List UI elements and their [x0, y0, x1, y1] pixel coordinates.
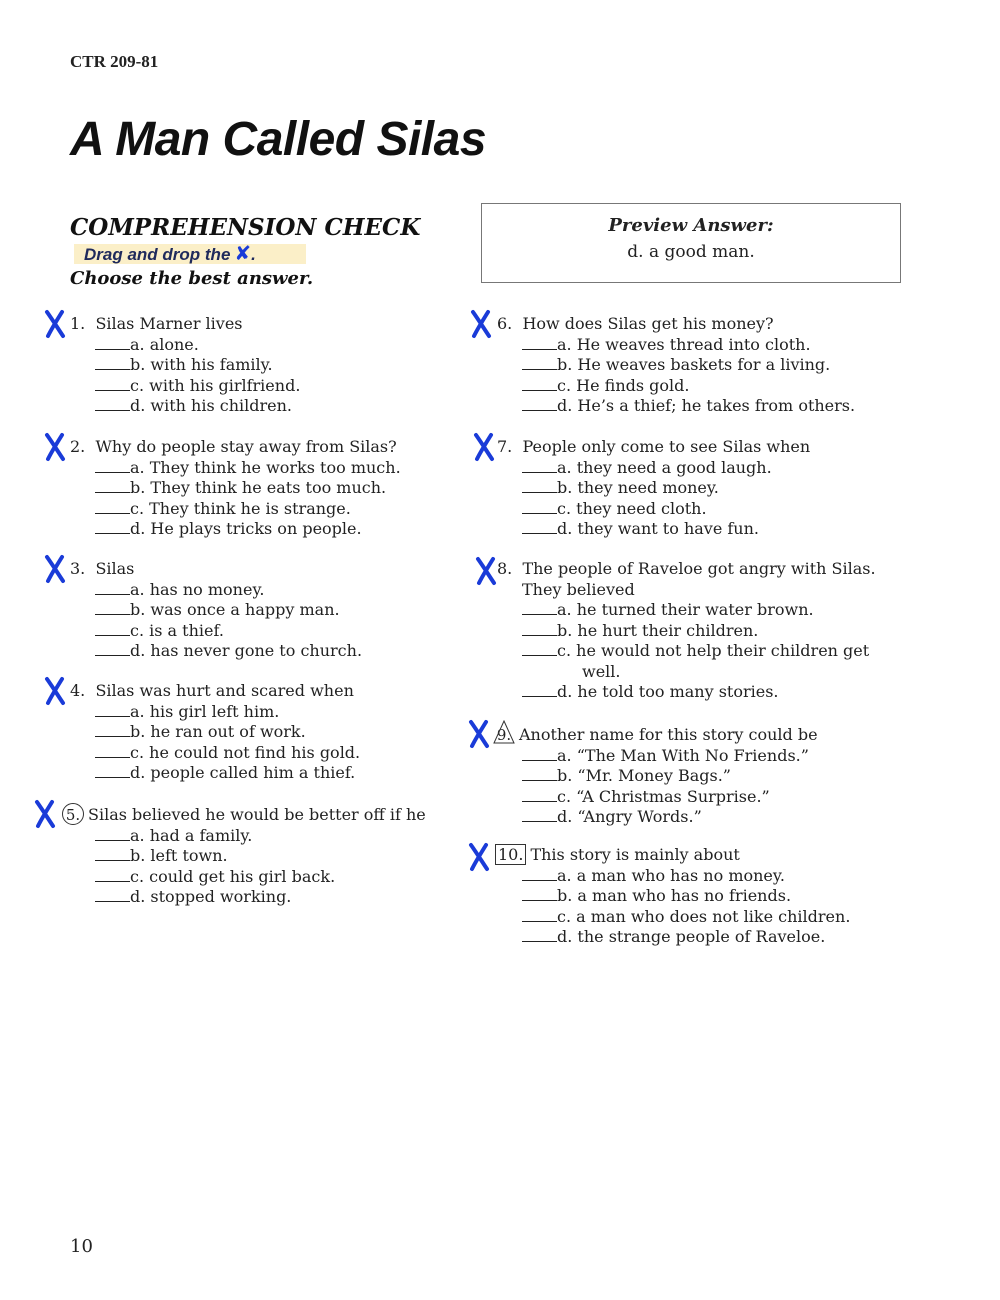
option-c[interactable]: c. is a thief.: [95, 621, 362, 642]
question-number: 7.: [497, 437, 513, 456]
option-a[interactable]: a. a man who has no money.: [522, 866, 850, 887]
question-stem: Another name for this story could be: [519, 725, 818, 744]
option-b[interactable]: b. he hurt their children.: [522, 621, 876, 642]
option-d[interactable]: d. “Angry Words.”: [522, 807, 818, 828]
option-a[interactable]: a. “The Man With No Friends.”: [522, 746, 818, 767]
x-mark-icon[interactable]: [43, 554, 67, 584]
option-c[interactable]: c. they need cloth.: [522, 499, 810, 520]
x-mark-icon[interactable]: [469, 309, 493, 339]
preview-answer: d. a good man.: [627, 242, 755, 262]
preview-heading: Preview Answer:: [608, 215, 774, 236]
option-d[interactable]: d. He plays tricks on people.: [95, 519, 401, 540]
option-a[interactable]: a. alone.: [95, 335, 300, 356]
option-b[interactable]: b. “Mr. Money Bags.”: [522, 766, 818, 787]
question-stem: Silas believed he would be better off if he: [88, 805, 426, 824]
option-d[interactable]: d. He’s a thief; he takes from others.: [522, 396, 855, 417]
option-d[interactable]: d. stopped working.: [95, 887, 426, 908]
question-stem: The people of Raveloe got angry with Silas.: [522, 559, 876, 578]
section-heading: COMPREHENSION CHECK: [70, 214, 421, 241]
x-mark-icon: ✘: [234, 243, 252, 265]
option-b[interactable]: b. left town.: [95, 846, 426, 867]
question-2: [70, 437, 401, 540]
x-mark-icon[interactable]: [472, 432, 496, 462]
option-d[interactable]: d. the strange people of Raveloe.: [522, 927, 850, 948]
question-stem: This story is mainly about: [530, 845, 740, 864]
option-c[interactable]: c. They think he is strange.: [95, 499, 401, 520]
question-number-text: 9.: [496, 726, 512, 744]
question-number: 6.: [497, 314, 513, 333]
option-d[interactable]: d. they want to have fun.: [522, 519, 810, 540]
question-stem: How does Silas get his money?: [522, 314, 774, 333]
option-d[interactable]: d. has never gone to church.: [95, 641, 362, 662]
option-a[interactable]: a. They think he works too much.: [95, 458, 401, 479]
option-c[interactable]: c. a man who does not like children.: [522, 907, 850, 928]
x-mark-icon[interactable]: [467, 719, 491, 749]
question-number: 1.: [70, 314, 86, 333]
option-c[interactable]: c. he could not find his gold.: [95, 743, 360, 764]
option-c[interactable]: c. He finds gold.: [522, 376, 855, 397]
question-stem: Why do people stay away from Silas?: [95, 437, 397, 456]
option-c[interactable]: c. could get his girl back.: [95, 867, 426, 888]
option-a[interactable]: a. his girl left him.: [95, 702, 360, 723]
option-c[interactable]: c. with his girlfriend.: [95, 376, 300, 397]
option-a[interactable]: a. they need a good laugh.: [522, 458, 810, 479]
document-code: CTR 209-81: [70, 52, 159, 71]
x-mark-icon[interactable]: [43, 676, 67, 706]
option-c-continued: well.: [582, 661, 621, 681]
x-mark-icon[interactable]: [43, 309, 67, 339]
question-4: [70, 681, 360, 784]
question-stem: Silas was hurt and scared when: [95, 681, 354, 700]
question-8: [497, 559, 876, 703]
choose-instruction: Choose the best answer.: [70, 268, 314, 289]
page-number: 10: [70, 1236, 93, 1257]
question-number: 10.: [495, 844, 526, 865]
option-b[interactable]: b. a man who has no friends.: [522, 886, 850, 907]
question-10: [495, 844, 850, 948]
drag-instruction-text: Drag and drop the: [84, 245, 231, 264]
question-number: 5.: [62, 803, 84, 825]
question-1: [70, 314, 300, 417]
question-3: [70, 559, 362, 662]
option-b[interactable]: b. He weaves baskets for a living.: [522, 355, 855, 376]
option-b[interactable]: b. they need money.: [522, 478, 810, 499]
option-d[interactable]: d. people called him a thief.: [95, 763, 360, 784]
question-9: [493, 722, 818, 828]
page-title: A Man Called Silas: [70, 113, 487, 166]
question-stem: People only come to see Silas when: [522, 437, 811, 456]
question-5: [62, 803, 426, 908]
drag-instruction-end: .: [251, 245, 256, 264]
option-b[interactable]: b. They think he eats too much.: [95, 478, 401, 499]
question-6: [497, 314, 855, 417]
option-c[interactable]: c. he would not help their children get: [522, 641, 876, 662]
question-stem: Silas: [95, 559, 135, 578]
x-mark-icon[interactable]: [33, 799, 57, 829]
question-7: [497, 437, 810, 540]
option-c[interactable]: c. “A Christmas Surprise.”: [522, 787, 818, 808]
option-a[interactable]: a. had a family.: [95, 826, 426, 847]
option-a[interactable]: a. has no money.: [95, 580, 362, 601]
option-b[interactable]: b. with his family.: [95, 355, 300, 376]
option-b[interactable]: b. was once a happy man.: [95, 600, 362, 621]
option-d[interactable]: d. with his children.: [95, 396, 300, 417]
question-number: 8.: [497, 559, 513, 578]
option-d[interactable]: d. he told too many stories.: [522, 682, 876, 703]
x-mark-icon[interactable]: [467, 842, 491, 872]
option-a[interactable]: a. He weaves thread into cloth.: [522, 335, 855, 356]
option-b[interactable]: b. he ran out of work.: [95, 722, 360, 743]
question-number: 2.: [70, 437, 86, 456]
triangle-marker: [493, 720, 515, 744]
option-a[interactable]: a. he turned their water brown.: [522, 600, 876, 621]
question-stem: Silas Marner lives: [95, 314, 243, 333]
question-number: [493, 722, 515, 744]
x-mark-icon[interactable]: [43, 432, 67, 462]
question-number: 3.: [70, 559, 86, 578]
question-stem-line2: They believed: [522, 579, 635, 599]
drag-instruction: [74, 244, 306, 264]
question-number: 4.: [70, 681, 86, 700]
preview-answer-box: [481, 203, 901, 283]
x-mark-icon[interactable]: [474, 556, 498, 586]
